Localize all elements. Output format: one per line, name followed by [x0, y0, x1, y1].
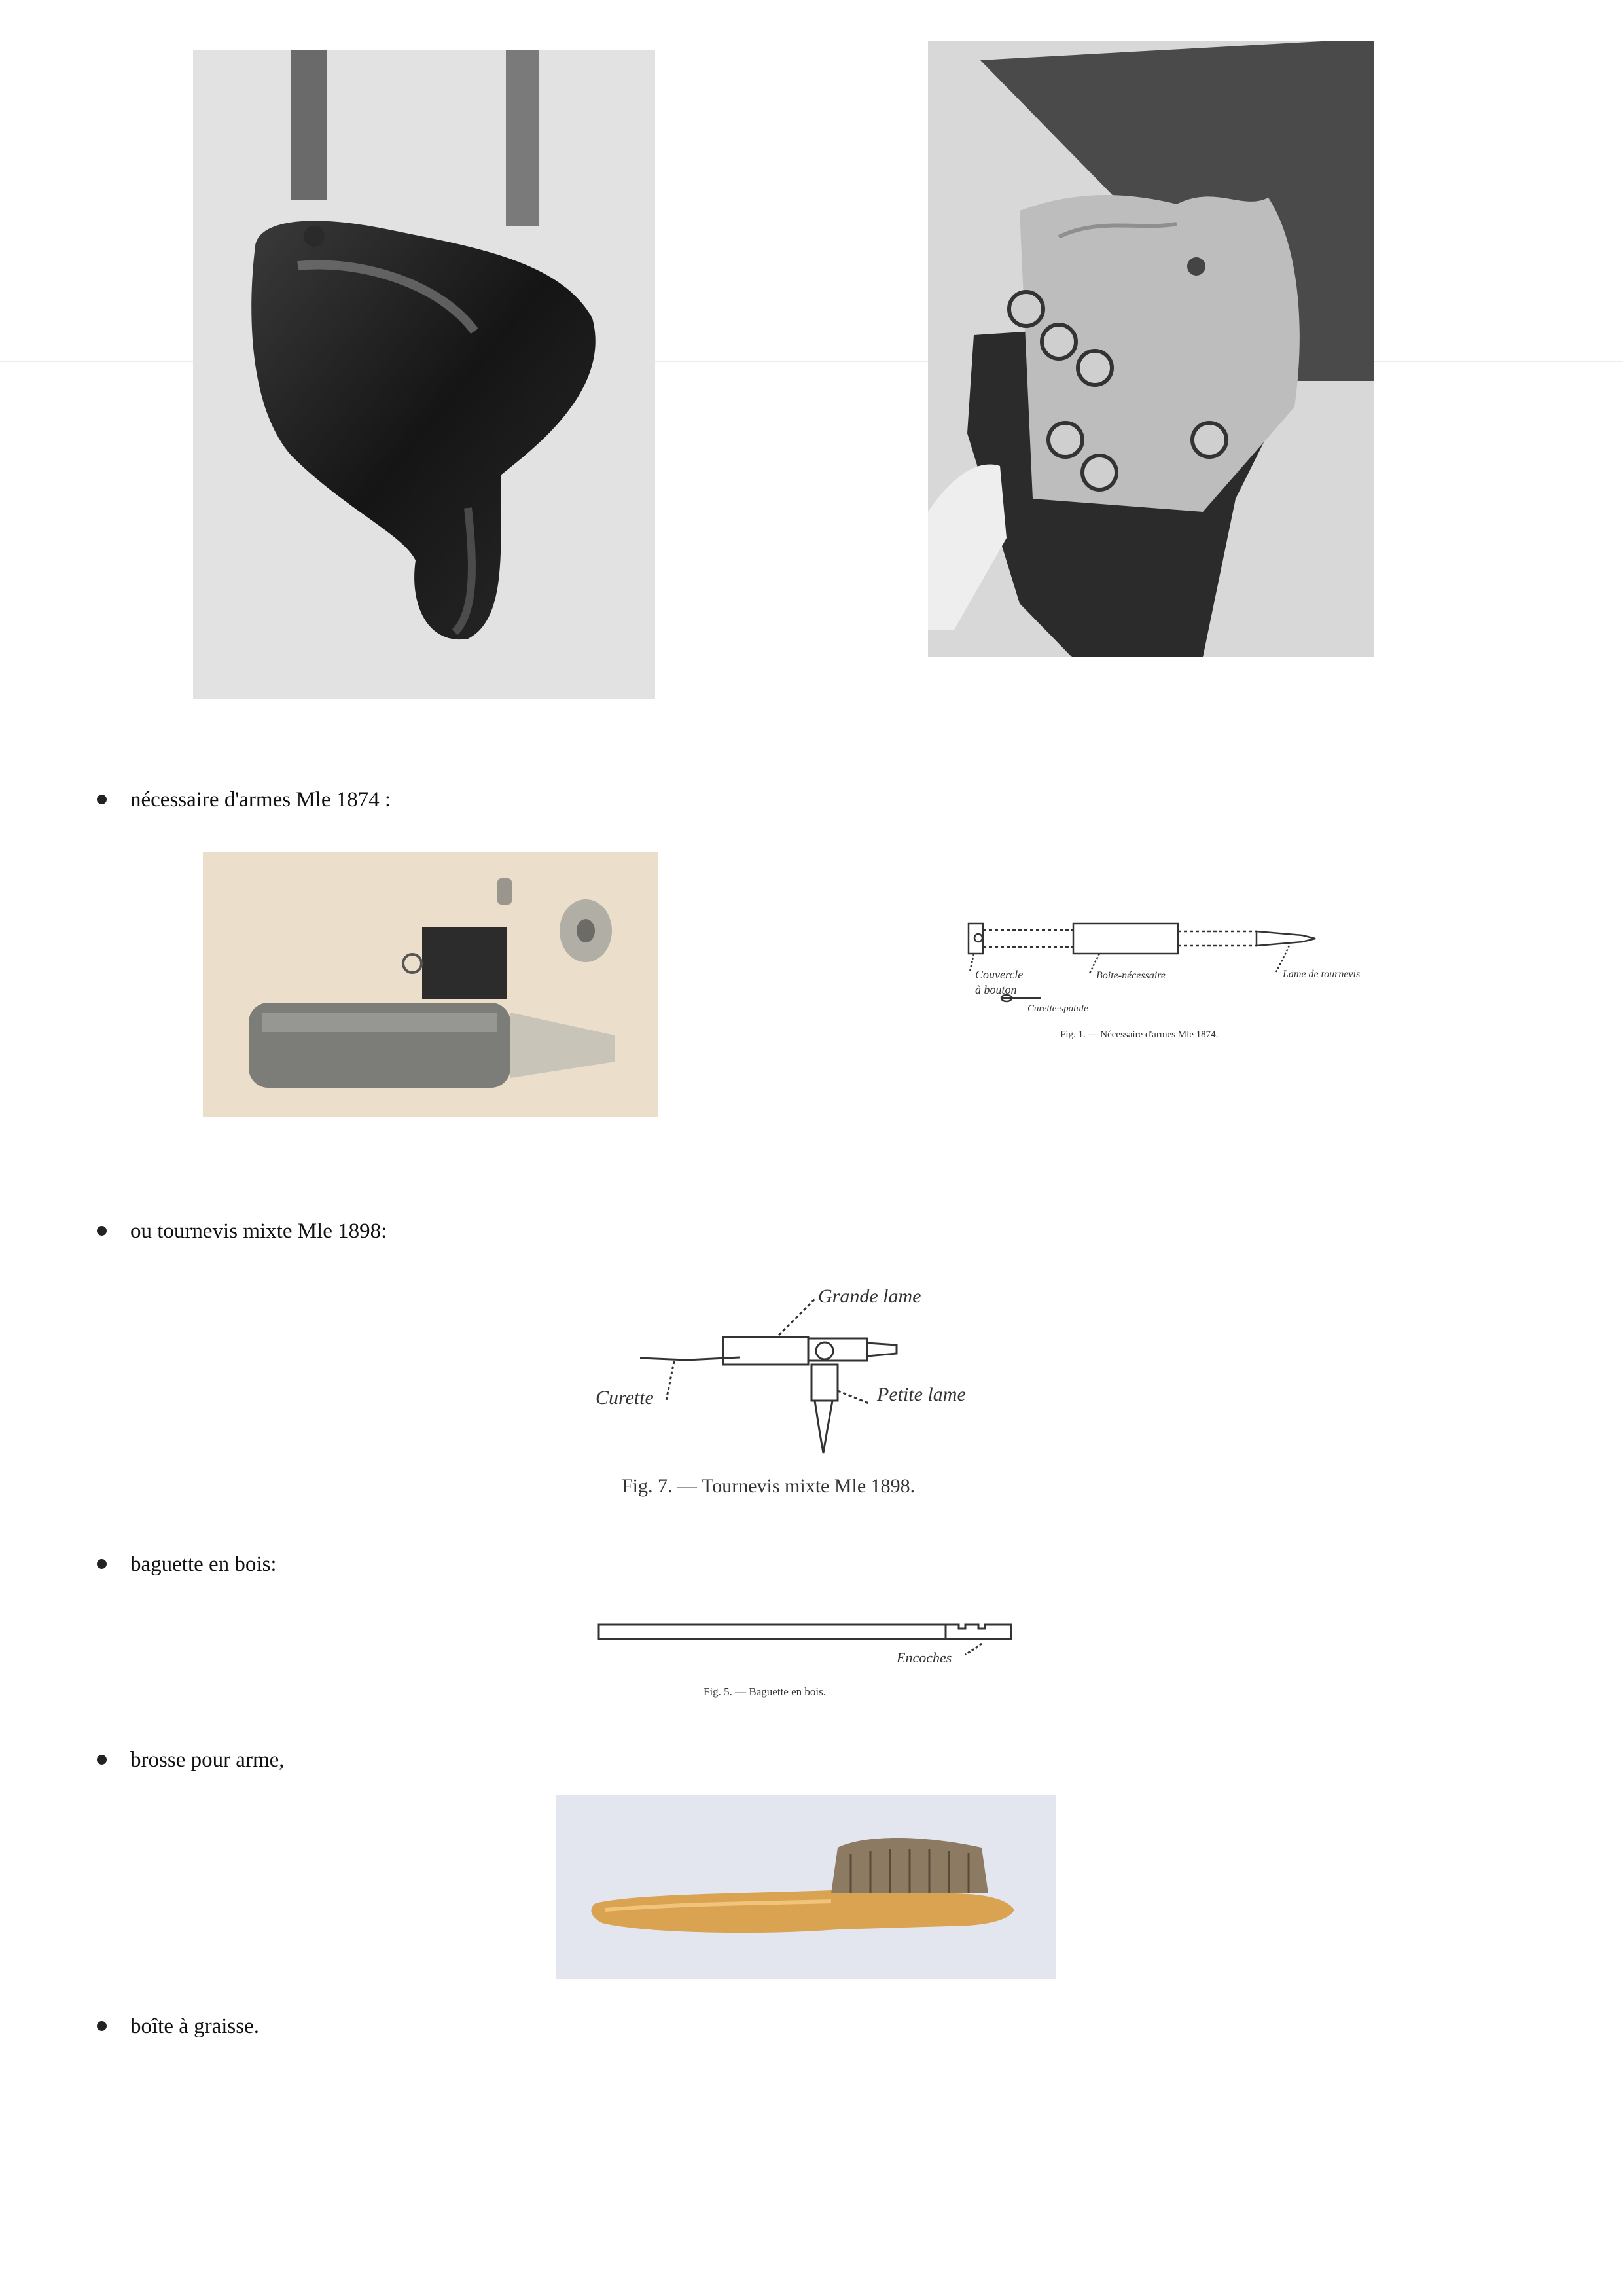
brush-photo: [556, 1795, 1056, 1979]
bullet-text: baguette en bois:: [130, 1552, 277, 1576]
bullet-icon: [97, 795, 107, 804]
holster-closed-photo: [193, 50, 655, 699]
label-curette: Curette-spatule: [1027, 1003, 1088, 1014]
label-encoches: Encoches: [897, 1649, 952, 1666]
label-boite: Boite-nécessaire: [1096, 970, 1166, 981]
bullet-text: nécessaire d'armes Mle 1874 :: [130, 788, 391, 812]
label-couvercle: Couvercle: [975, 968, 1024, 981]
necessaire-diagram: [949, 906, 1407, 1050]
holster-open-photo: [928, 41, 1374, 657]
bullet-icon: [97, 1755, 107, 1765]
bullet-item-baguette: [97, 1552, 277, 1577]
bullet-text: boîte à graisse.: [130, 2015, 260, 2038]
necessaire-photo: [203, 852, 658, 1117]
bullet-item-necessaire: [97, 788, 391, 812]
bullet-icon: [97, 2021, 107, 2031]
bullet-item-boite: [97, 2015, 259, 2039]
bullet-text: brosse pour arme,: [130, 1748, 285, 1772]
label-curette: Curette: [596, 1387, 654, 1408]
caption-baguette: Fig. 5. — Baguette en bois.: [704, 1685, 826, 1698]
bullet-icon: [97, 1559, 107, 1569]
bullet-item-brosse: [97, 1748, 285, 1772]
label-bouton: à bouton: [975, 983, 1017, 996]
caption-necessaire: Fig. 1. — Nécessaire d'armes Mle 1874.: [1060, 1030, 1219, 1040]
label-grande-lame: Grande lame: [818, 1285, 921, 1307]
baguette-diagram: [589, 1610, 1034, 1702]
tournevis-diagram: [589, 1270, 1034, 1505]
bullet-icon: [97, 1226, 107, 1236]
bullet-item-tournevis: [97, 1219, 387, 1244]
label-petite-lame: Petite lame: [877, 1384, 966, 1405]
bullet-text: ou tournevis mixte Mle 1898:: [130, 1219, 387, 1243]
caption-tournevis: Fig. 7. — Tournevis mixte Mle 1898.: [622, 1475, 916, 1497]
label-lame: Lame de tournevis: [1283, 969, 1361, 980]
